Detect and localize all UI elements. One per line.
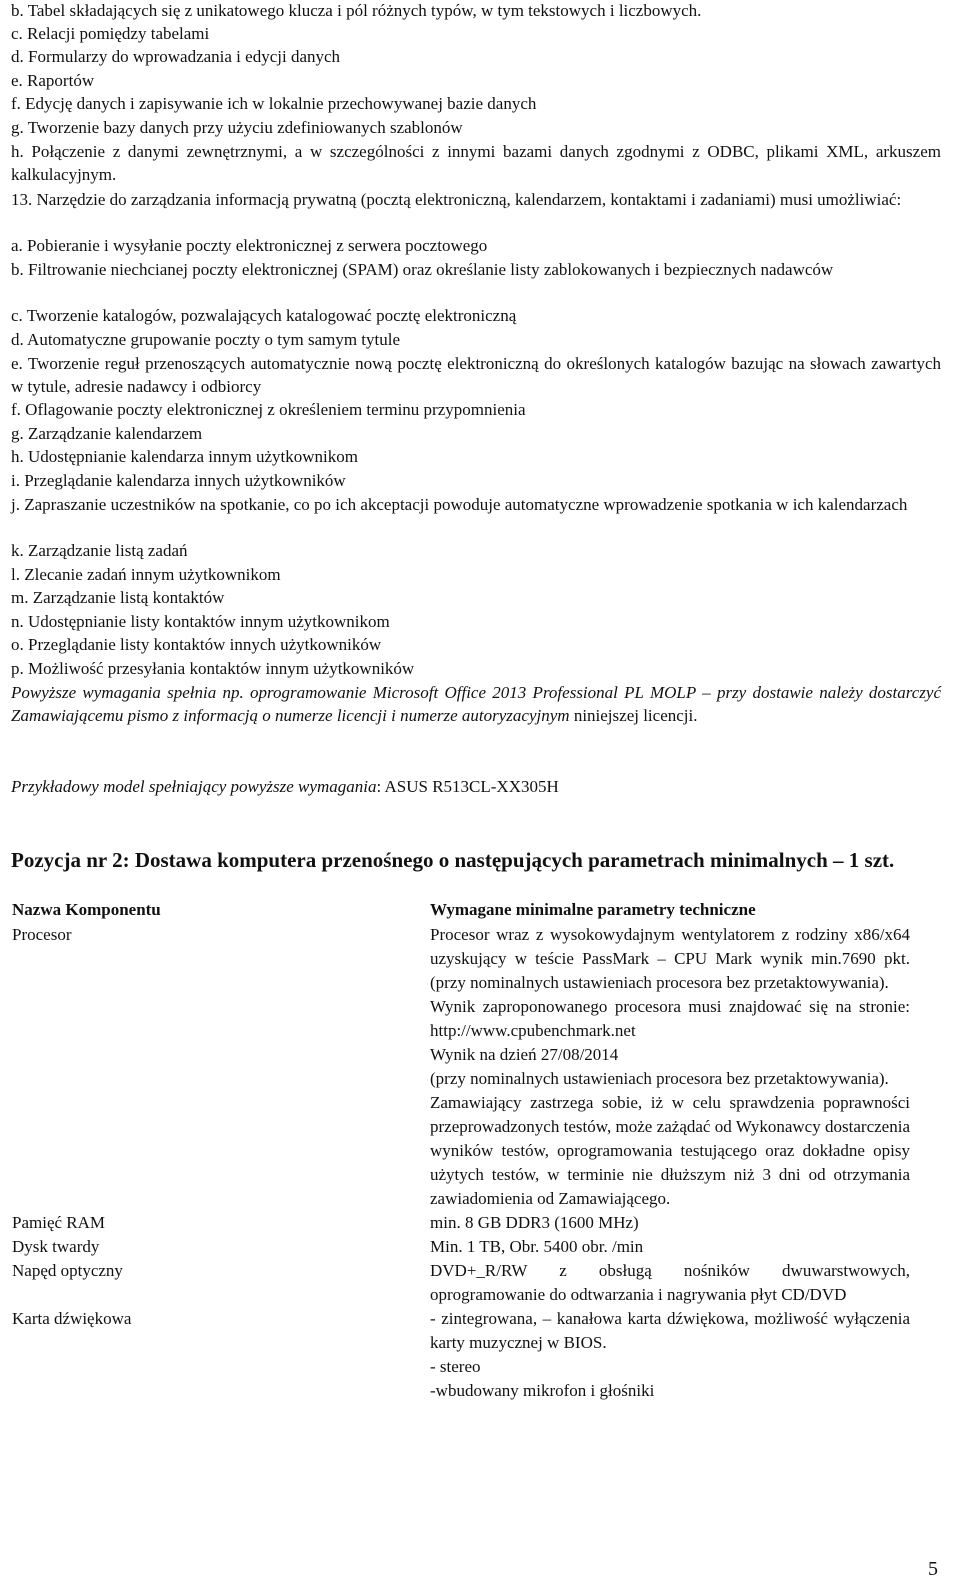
table-header-row: [4, 898, 950, 922]
list-item: e. Raportów: [11, 71, 95, 90]
list-item: h. Połączenie z danymi zewnętrznymi, a w szczególności z innymi bazami danych zgodnymi z ODBC, plikami XML, arkuszem kalkulacyjnym.: [11, 142, 941, 184]
list-item: l. Zlecanie zadań innym użytkownikom: [11, 565, 281, 584]
section-intro: 13. Narzędzie do zarządzania informacją prywatną (pocztą elektroniczną, kalendarzem, kontaktami i zadaniami) musi umożliwiać:: [11, 190, 902, 209]
row-value: [424, 1211, 910, 1235]
list-item: c. Tworzenie katalogów, pozwalających katalogować pocztę elektroniczną: [11, 306, 517, 325]
page-number: 5: [928, 1558, 938, 1580]
list-item: g. Zarządzanie kalendarzem: [11, 424, 203, 443]
row-value: [424, 1259, 910, 1307]
row-value-line: -wbudowany mikrofon i głośniki: [430, 1381, 655, 1400]
list-item: f. Edycję danych i zapisywanie ich w lokalnie przechowywanej bazie danych: [11, 94, 537, 113]
list-item: o. Przeglądanie listy kontaktów innych użytkowników: [11, 635, 382, 654]
row-value: [424, 1235, 910, 1259]
list-item: k. Zarządzanie listą zadań: [11, 541, 188, 560]
list-item: p. Możliwość przesyłania kontaktów innym użytkowników: [11, 659, 415, 678]
row-name: Dysk twardy: [12, 1237, 100, 1256]
table-row: [4, 1259, 950, 1307]
row-value-line: (przy nominalnych ustawieniach procesora bez przetaktowywania).: [430, 1069, 889, 1088]
list-item: d. Automatyczne grupowanie poczty o tym samym tytule: [11, 330, 401, 349]
table-row: [4, 923, 950, 1211]
position-heading: Pozycja nr 2: Dostawa komputera przenośnego o następujących parametrach minimalnych – 1 szt.: [11, 848, 895, 872]
table-row: [4, 1235, 950, 1259]
row-value-line: min. 8 GB DDR3 (1600 MHz): [430, 1213, 639, 1232]
list-item: d. Formularzy do wprowadzania i edycji danych: [11, 47, 341, 66]
example-model: [11, 776, 559, 798]
example-model-value: : ASUS R513CL-XX305H: [376, 777, 559, 796]
row-value-line: Procesor wraz z wysokowydajnym wentylatorem z rodziny x86/x64 uzyskujący w teście PassMark – CPU Mark wynik min.7690 pkt. (przy nominalnych ustawieniach procesora bez przetaktowywania).: [430, 925, 910, 992]
row-name: Napęd optyczny: [12, 1261, 123, 1280]
row-name: Pamięć RAM: [12, 1213, 106, 1232]
row-value-line: Wynik zaproponowanego procesora musi znajdować się na stronie: http://www.cpubenchmark.net: [430, 997, 910, 1040]
row-value-line: - zintegrowana, – kanałowa karta dźwiękowa, możliwość wyłączenia karty muzycznej w BIOS.: [430, 1309, 910, 1352]
list-item: h. Udostępnianie kalendarza innym użytkownikom: [11, 447, 358, 466]
header-component-name: Nazwa Komponentu: [12, 900, 161, 919]
example-model-label: Przykładowy model spełniający powyższe wymagania: [11, 777, 377, 796]
row-value: [424, 1307, 910, 1403]
list-item: a. Pobieranie i wysyłanie poczty elektronicznej z serwera pocztowego: [11, 236, 488, 255]
row-value-line: Wynik na dzień 27/08/2014: [430, 1045, 619, 1064]
row-name: Procesor: [12, 925, 72, 944]
spec-table: [4, 898, 950, 1403]
row-value-line: - stereo: [430, 1357, 481, 1376]
list-item: f. Oflagowanie poczty elektronicznej z określeniem terminu przypomnienia: [11, 400, 526, 419]
list-item: i. Przeglądanie kalendarza innych użytkowników: [11, 471, 346, 490]
list-item: g. Tworzenie bazy danych przy użyciu zdefiniowanych szablonów: [11, 118, 463, 137]
list-item: b. Filtrowanie niechcianej poczty elektronicznej (SPAM) oraz określanie listy zablokowanych i bezpiecznych nadawców: [11, 260, 834, 279]
row-value: [424, 923, 910, 1211]
table-row: [4, 1307, 950, 1403]
list-item: c. Relacji pomiędzy tabelami: [11, 24, 210, 43]
requirements-note: [11, 681, 941, 727]
requirements-note-normal: niniejszej licencji.: [573, 706, 698, 725]
header-parameters: Wymagane minimalne parametry techniczne: [430, 900, 756, 919]
row-value-line: Zamawiający zastrzega sobie, iż w celu sprawdzenia poprawności przeprowadzonych testów, może zażądać od Wykonawcy dostarczenia wyników testów, oprogramowania testującego oraz dokładne opisy użytych testów, w terminie nie dłuższym niż 3 dni od otrzymania zawiadomienia od Zamawiającego.: [430, 1093, 910, 1208]
row-name: Karta dźwiękowa: [12, 1309, 132, 1328]
table-row: [4, 1211, 950, 1235]
requirements-note-italic: Powyższe wymagania spełnia np. oprogramowanie Microsoft Office 2013 Professional PL MOLP – przy dostawie należy dostarczyć Zamawiającemu pismo z informacją o numerze licencji i numerze autoryzacyjnym: [11, 683, 941, 725]
list-item: n. Udostępnianie listy kontaktów innym użytkownikom: [11, 612, 390, 631]
list-item: j. Zapraszanie uczestników na spotkanie, co po ich akceptacji powoduje automatyczne wprowadzenie spotkania w ich kalendarzach: [11, 495, 908, 514]
row-value-line: Min. 1 TB, Obr. 5400 obr. /min: [430, 1237, 644, 1256]
list-item: m. Zarządzanie listą kontaktów: [11, 588, 225, 607]
row-value-line: DVD+_R/RW z obsługą nośników dwuwarstwowych, oprogramowanie do odtwarzania i nagrywania płyt CD/DVD: [430, 1261, 910, 1304]
list-item: b. Tabel składających się z unikatowego klucza i pól różnych typów, w tym tekstowych i liczbowych.: [11, 1, 702, 20]
list-item: e. Tworzenie reguł przenoszących automatycznie nową pocztę elektroniczną do określonych katalogów bazując na słowach zawartych w tytule, adresie nadawcy i odbiorcy: [11, 354, 941, 396]
